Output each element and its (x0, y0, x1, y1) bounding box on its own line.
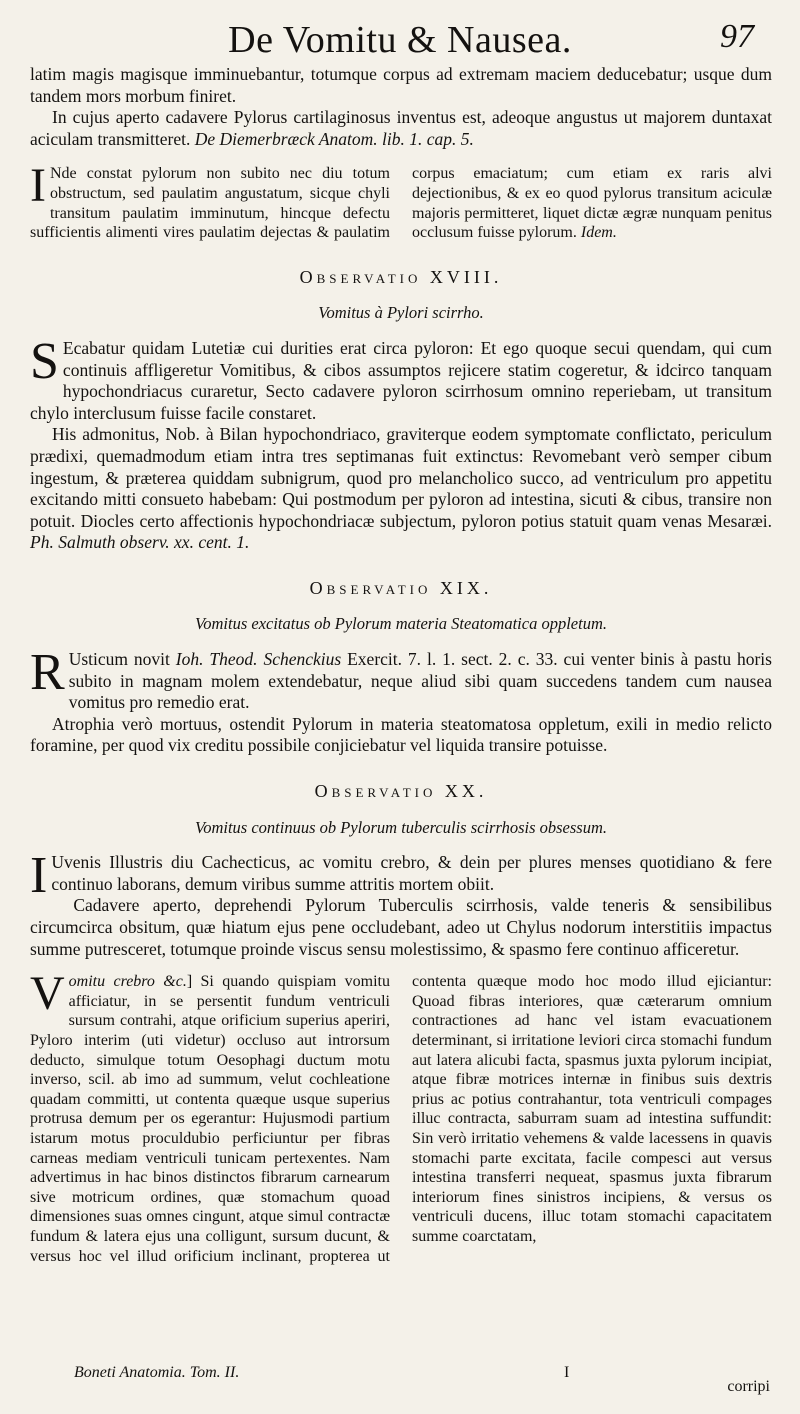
intro-citation: De Diemerbræck Anatom. lib. 1. cap. 5. (194, 128, 474, 149)
observation-19-title: Observatio XIX. (309, 577, 493, 598)
dropcap: S (30, 332, 59, 390)
observation-18-text-1: Ecabatur quidam Lutetiæ cui durities erat circa pyloron: Et ego quoque secui quendam, qui cum continuis affligeretur Vomitibus, & cibos assumptos rejicere statim cogeretur, & idcirco tanquam hypochondriacus curaretur, Secto cadavere pyloron scirrhosum omnino reperiebam, ut transitum chylo interclusum fuisse facile constaret. (30, 337, 772, 423)
scholium-2-lemma: omitu crebro &c. (68, 973, 187, 991)
scholium-1-paragraph (30, 159, 772, 242)
observation-18-subtitle: Vomitus à Pylori scirrho. (318, 303, 484, 323)
scholium-1-citation: Idem. (580, 224, 617, 242)
observation-20-subtitle: Vomitus continuus ob Pylorum tuberculis scirrhosis obsessum. (194, 817, 608, 837)
observation-19-text-1b: Exercit. 7. l. 1. sect. 2. c. 33. cui venter binis à pastu horis subito in magnam molem extendebatur, neque aliud sibi quam succedens tandem cum nausea vomitus pro remedio erat. (68, 649, 772, 713)
intro-paragraph: latim magis magisque imminuebantur, totumque corpus ad extremam maciem deducebatur; usque dum tandem mors morbum finiret. (30, 64, 772, 106)
observation-18-text-2: His admonitus, Nob. à Bilan hypochondriaco, graviterque eodem symptomate conflictato, periculum prædixi, quemadmodum etiam intra tres septimanas fuit extinctus: Revomebant verò semper cibum ingestum, & præterea quiddam subnigrum, quod pro melancholico succo, ad ventriculum pro appetitu excitando mitti consueto habebam: Qui postmodum per pyloron ad intestina, sicuti & cibus, transire non potuit. Diocles certo affectionis hypochondriacæ subjectum, pyloron potius statuit quam venas Mesaræi. (30, 424, 772, 531)
intro-paragraph-2 (30, 107, 772, 150)
observation-19-text-1a: Usticum novit (68, 649, 176, 670)
footer-book-title: Boneti Anatomia. Tom. II. (74, 1364, 240, 1381)
dropcap: V (30, 967, 65, 1021)
page-footer (74, 1364, 770, 1408)
catchword: corripi (727, 1378, 770, 1395)
observation-20-paragraph-1 (30, 847, 772, 905)
observation-20-paragraph-2: Cadavere aperto, deprehendi Pylorum Tuberculis scirrhosis, valde teneris & sensibilibus circumcirca obsitum, quæ hiatum ejus pene occludebant, adeo ut Chylus nodorum interstitiis impactus summe putresceret, totumque proinde viscus sensu molestissimo, & spasmo fere continuo afficeretur. (30, 895, 772, 959)
dropcap: I (30, 847, 48, 905)
intro-text: In cujus aperto cadavere Pylorus cartilaginosus inventus est, adeoque angustus ut majorem duntaxat aciculam transmitteret. (30, 107, 772, 149)
observation-18-paragraph-1 (30, 332, 772, 424)
observation-20-title: Observatio XX. (314, 781, 488, 802)
dropcap: I (30, 159, 46, 213)
page-header (0, 18, 800, 68)
scholium-1-text: Nde constat pylorum non subito nec diu totum obstructum, sed paulatim angustatum, sicque chyli transitum paulatim imminutum, hincque defectu sufficientis alimenti vires paulatim dejectas & paulatim corpus emaciatum; cum etiam ex raris alvi dejectionibus, & ex eo quod pylorus transitum aciculæ majoris permitteret, liquet dictæ ægræ nunquam penitus occlusum fuisse pylorum. (30, 165, 772, 242)
observation-19-author: Ioh. Theod. Schenckius (175, 649, 342, 670)
scholium-1 (30, 159, 772, 242)
scholium-2-paragraph (30, 967, 772, 1266)
observation-18-paragraph-2 (30, 424, 772, 554)
observation-19-paragraph-1 (30, 644, 772, 714)
observation-18-title: Observatio XVIII. (299, 266, 503, 287)
page-body (30, 64, 772, 1266)
observation-18-citation: Ph. Salmuth observ. xx. cent. 1. (30, 532, 250, 553)
page-number: 97 (720, 18, 754, 55)
observation-19-subtitle: Vomitus excitatus ob Pylorum materia Steatomatica oppletum. (195, 614, 607, 634)
observation-20-text-1: Uvenis Illustris diu Cachecticus, ac vomitu crebro, & dein per plures menses quotidiano & fere continuo laborans, demum viribus summe attritis mortem obiit. (51, 852, 772, 894)
signature-mark: I (564, 1364, 570, 1381)
observation-19-paragraph-2: Atrophia verò mortuus, ostendit Pylorum in materia steatomatosa oppletum, exili in medio relicto foramine, per quod vix creditu possibile conjiciebatur vel liquida transire potuisse. (30, 713, 772, 756)
dropcap: R (30, 644, 65, 702)
scholium-2 (30, 967, 772, 1266)
running-title: De Vomitu & Nausea. (228, 19, 572, 61)
scholium-2-text: ] Si quando quispiam vomitu afficiatur, in se persentit fundum ventriculi sursum contrahi, atque orificium superius aperiri, Pyloro interim (uti videtur) occluso aut introrsum deducto, simulque totum Oesophagi ductum motu inverso, scil. ab imo ad summum, velut cochleatione quadam committi, ut contenta quæque usque superius protrusa demum per os egerantur: Hujusmodi partium istarum motus proculdubio perficiuntur per fibras carneas mediam ventriculi tunicam pertexentes. Nam advertimus in hac binos distinctos fibrarum carnearum sive motricum ordines, quæ stomachum quoad dimensiones suas omnes cingunt, atque simul contractæ fundum & latera ejus una colligunt, sursum ducunt, & versus hoc vel illud orificium inclinant, propterea ut contenta quæque modo hoc modo illud ejiciantur: Quoad fibras interiores, quæ cæterarum omnium contractiones ad hanc vel istam evacuationem determinant, si irritatione leviori circa stomachi fundum aut latera alicubi facta, spasmus juxta pylorum incipiat, atque fibræ motrices internæ in finibus suis dextris prius ac potius contrahantur, tota ventriculi compages illuc contracta, saburram suam ad intestina suffundit: Sin verò irritatio vehemens & valde lacessens in quavis stomachi parte excitata, facile compesci aut versus intestina transferri nequeat, spasmus juxta fibrarum interiorum fines sinistros incipiens, & versus os ventriculi ducens, illuc totam stomachi capacitatem summe coarctatam, (30, 973, 772, 1265)
